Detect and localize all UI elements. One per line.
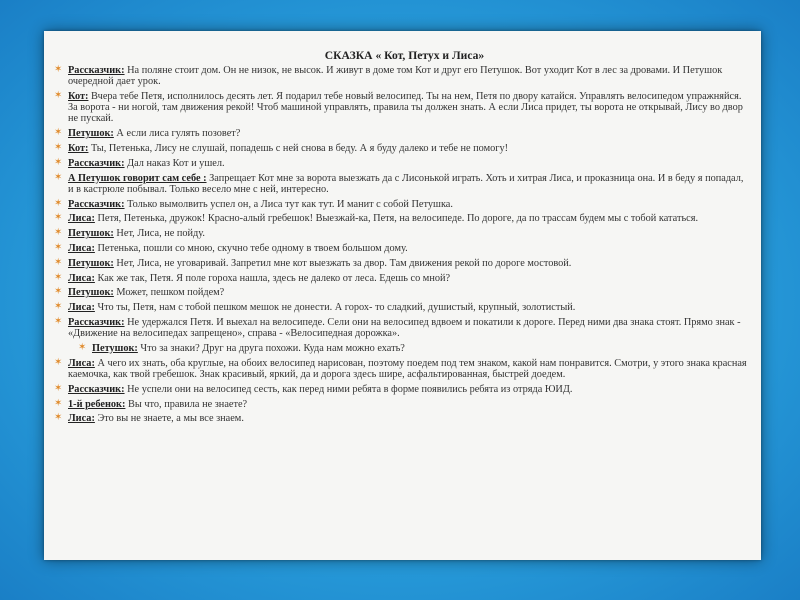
dialogue-entry <box>54 301 747 314</box>
speaker-label: Рассказчик: <box>68 157 125 169</box>
dialogue-list <box>54 64 747 425</box>
bullet-arrow-icon: ✶ <box>54 64 63 75</box>
document-page <box>44 31 761 560</box>
dialogue-text: Что за знаки? Друг на друга похожи. Куда нам можно ехать? <box>137 342 405 354</box>
dialogue-text: Нет, Лиса, не пойду. <box>113 228 205 240</box>
dialogue-entry <box>54 171 747 195</box>
dialogue-entry <box>54 197 747 210</box>
dialogue-text: Вы что, правила не знаете? <box>125 398 248 410</box>
speaker-label: Лиса: <box>68 302 95 314</box>
bullet-arrow-icon: ✶ <box>54 356 63 368</box>
speaker-label: Рассказчик: <box>68 316 125 328</box>
dialogue-text: А чего их знать, оба круглые, на обоих велосипед нарисован, поэтому поедем под тем знаком, какой нам понравится. Смотри, у этого знака красная каемочка, как твой гребешок. Знак красивый, яркий, да и дорога здесь шире, асфальтированная, быстрей доедем. <box>68 357 747 380</box>
speaker-label: Петушок: <box>68 257 114 269</box>
dialogue-text: Петя, Петенька, дружок! Красно-алый гребешок! Выезжай-ка, Петя, на велосипеде. По дороге, да по трассам будем мы с тобой кататься. <box>94 213 699 225</box>
speaker-label: Лиса: <box>68 213 95 225</box>
dialogue-entry <box>54 397 747 410</box>
bullet-arrow-icon: ✶ <box>54 171 63 183</box>
speaker-label: Петушок: <box>92 342 138 354</box>
dialogue-entry <box>54 315 747 340</box>
speaker-label: 1-й ребенок: <box>68 398 126 410</box>
dialogue-entry <box>54 90 747 125</box>
dialogue-text: Ты, Петенька, Лису не слушай, попадешь с ней снова в беду. А я буду далеко и тебе не помогу! <box>88 143 509 154</box>
dialogue-entry <box>54 212 747 225</box>
dialogue-entry <box>54 156 747 169</box>
dialogue-text: Нет, Лиса, не уговаривай. Запретил мне кот выезжать за двор. Там движения рекой по дороге мостовой. <box>113 257 572 269</box>
speaker-label: Рассказчик: <box>68 65 125 76</box>
dialogue-entry <box>54 382 747 395</box>
bullet-arrow-icon: ✶ <box>54 271 63 283</box>
bullet-arrow-icon: ✶ <box>54 142 63 153</box>
dialogue-text: Вчера тебе Петя, исполнилось десять лет. Я подарил тебе новый велосипед. Ты на нем, Петя по двору катайся. Управлять велосипедом упражняйся. За ворота - ни ногой, там движения рекой! Чтоб машиной управлять, правила ты должен знать. А если Лиса придет, ты ворота не открывай, Лису во двор не пускай. <box>68 91 743 125</box>
bullet-arrow-icon: ✶ <box>54 301 63 313</box>
dialogue-text: Может, пешком пойдем? <box>113 287 225 299</box>
bullet-arrow-icon: ✶ <box>54 127 63 139</box>
dialogue-text: Это вы не знаете, а мы все знаем. <box>94 413 244 425</box>
bullet-arrow-icon: ✶ <box>54 212 63 224</box>
dialogue-entry <box>54 271 747 284</box>
dialogue-text: Что ты, Петя, нам с тобой пешком мешок не донести. А горох- то сладкий, душистый, крупный, золотистый. <box>94 302 576 314</box>
speaker-label: Лиса: <box>68 272 95 284</box>
bullet-arrow-icon: ✶ <box>54 156 63 168</box>
dialogue-text: Петенька, пошли со мною, скучно тебе одному в твоем большом дому. <box>94 242 408 254</box>
bullet-arrow-icon: ✶ <box>54 227 63 239</box>
speaker-label: Кот: <box>68 91 89 102</box>
dialogue-text: На поляне стоит дом. Он не низок, не высок. И живут в доме том Кот и друг его Петушок. Вот уходит Кот в лес за дровами. И Петушок очередной дает урок. <box>68 65 723 88</box>
dialogue-entry <box>54 127 747 140</box>
dialogue-text: Не удержался Петя. И выехал на велосипеде. Сели они на велосипед вдвоем и покатили к дороге. Перед ними два знака стоят. Прямо знак - «Движение на велосипедах запрещено», справа - «Велосипедная дорожка». <box>68 316 741 340</box>
dialogue-text: Не успели они на велосипед сесть, как перед ними ребята в форме появились ребята из отряда ЮИД. <box>124 383 573 395</box>
dialogue-entry <box>62 343 747 354</box>
speaker-label: Петушок: <box>68 228 114 240</box>
dialogue-entry <box>54 286 747 299</box>
speaker-label: Рассказчик: <box>68 383 125 395</box>
dialogue-entry <box>54 241 747 254</box>
bullet-arrow-icon: ✶ <box>54 256 63 268</box>
bullet-arrow-icon: ✶ <box>54 315 63 327</box>
speaker-label: Лиса: <box>68 357 95 369</box>
dialogue-entry <box>54 412 747 425</box>
bullet-arrow-icon: ✶ <box>78 341 87 353</box>
bullet-arrow-icon: ✶ <box>54 241 63 253</box>
dialogue-text: Только вымолвить успел он, а Лиса тут как тут. И манит с собой Петушка. <box>124 198 453 210</box>
dialogue-text: Как же так, Петя. Я поле гороха нашла, здесь не далеко от леса. Едешь со мной? <box>94 272 451 284</box>
bullet-arrow-icon: ✶ <box>54 286 63 298</box>
speaker-label: Лиса: <box>68 413 95 425</box>
bullet-arrow-icon: ✶ <box>54 382 63 394</box>
dialogue-entry <box>54 142 747 154</box>
speaker-label: Петушок: <box>68 128 114 140</box>
speaker-label: Лиса: <box>68 242 95 254</box>
bullet-arrow-icon: ✶ <box>54 397 63 409</box>
dialogue-entry <box>54 227 747 240</box>
speaker-label: Рассказчик: <box>68 198 125 210</box>
dialogue-text: Дал наказ Кот и ушел. <box>124 157 225 169</box>
speaker-label: Кот: <box>68 143 89 154</box>
page-title: СКАЗКА « Кот, Петух и Лиса» <box>324 49 485 62</box>
bullet-arrow-icon: ✶ <box>54 90 63 101</box>
bullet-arrow-icon: ✶ <box>54 412 63 424</box>
dialogue-entry <box>54 64 747 88</box>
dialogue-entry <box>54 256 747 269</box>
dialogue-entry <box>54 356 747 380</box>
dialogue-text: Запрещает Кот мне за ворота выезжать да с Лисонькой играть. Хоть и хитрая Лиса, и проказница она. И в беду я попадал, и в кастрюле побывал. Только весело мне с ней, интересно. <box>68 172 744 195</box>
speaker-label: А Петушок говорит сам себе : <box>68 172 207 184</box>
speaker-label: Петушок: <box>68 287 114 299</box>
dialogue-text: А если лиса гулять позовет? <box>113 128 241 140</box>
bullet-arrow-icon: ✶ <box>54 197 63 209</box>
